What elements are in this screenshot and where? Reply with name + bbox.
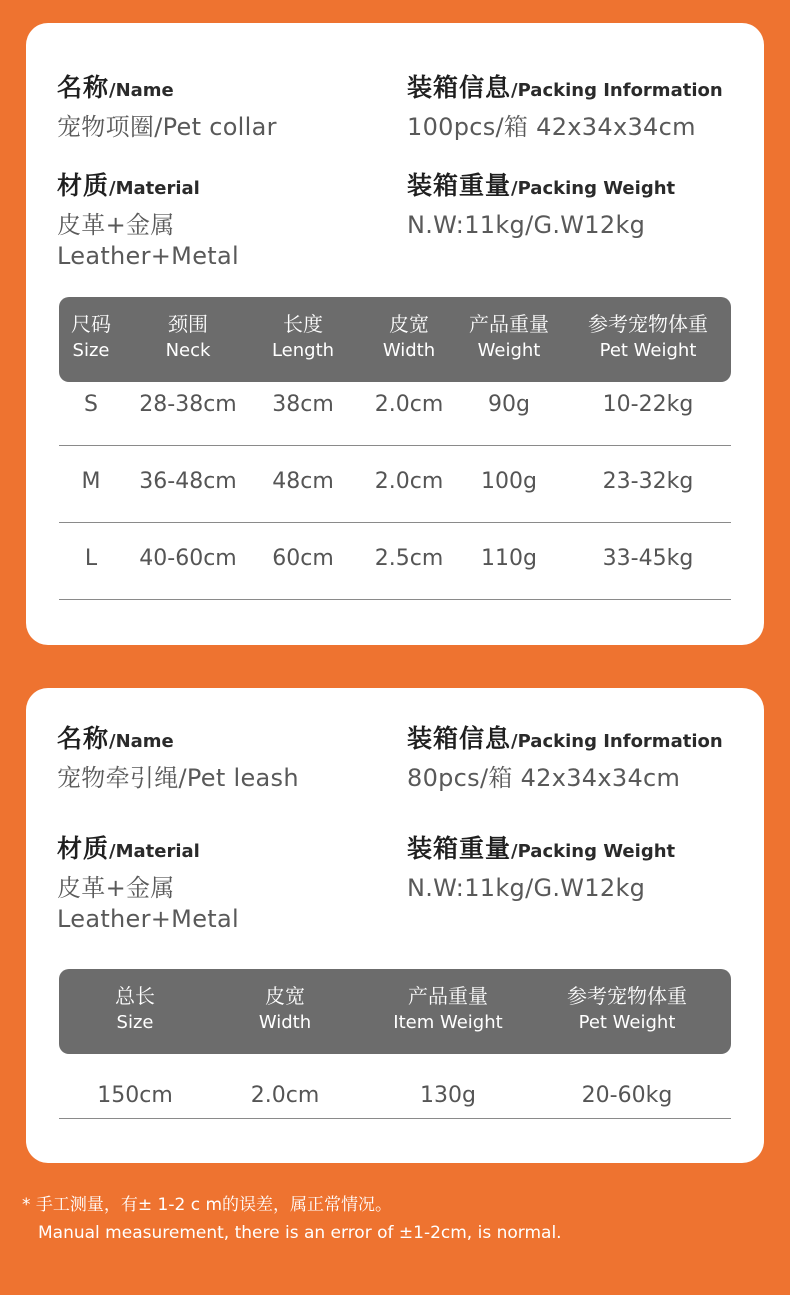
cell-length: 60cm	[272, 546, 334, 571]
header-weight: 产品重量 Weight	[469, 312, 549, 361]
collar-material-field	[57, 173, 239, 272]
cell-neck: 28-38cm	[139, 392, 237, 417]
table-row	[59, 447, 731, 523]
material-label-en: /Material	[109, 841, 200, 862]
cell-item-weight: 130g	[420, 1083, 476, 1108]
packing-label-en: /Packing Information	[511, 731, 723, 752]
header-size: 尺码 Size	[71, 312, 111, 361]
packing-label-cn: 装箱信息	[407, 724, 512, 753]
material-value-cn: 皮革+金属	[57, 211, 175, 239]
weight-label-cn: 装箱重量	[407, 171, 512, 200]
cell-pet-weight: 23-32kg	[602, 469, 694, 494]
cell-size: S	[84, 392, 98, 417]
leash-weight-value: N.W:11kg/G.W12kg	[407, 874, 646, 902]
header-pet-weight: 参考宠物体重 Pet Weight	[567, 984, 687, 1033]
header-width: 皮宽 Width	[382, 312, 436, 361]
material-label-cn: 材质	[57, 834, 110, 863]
material-label-en: /Material	[109, 178, 200, 199]
leash-material-value	[57, 873, 239, 935]
cell-length: 38cm	[272, 392, 334, 417]
cell-weight: 110g	[481, 546, 537, 571]
name-label-en: /Name	[109, 731, 174, 752]
table-row	[59, 1043, 731, 1119]
cell-length: 48cm	[272, 469, 334, 494]
leash-weight-field	[407, 836, 675, 904]
leash-packing-field	[407, 726, 723, 794]
material-value-en: Leather+Metal	[57, 905, 239, 933]
header-neck: 颈围 Neck	[165, 312, 211, 361]
cell-width: 2.0cm	[250, 1083, 320, 1108]
leash-name-value: 宠物牵引绳/Pet leash	[57, 764, 299, 792]
header-total-length: 总长 Size	[115, 984, 155, 1033]
collar-weight-field	[407, 173, 675, 241]
weight-label-cn: 装箱重量	[407, 834, 512, 863]
cell-weight: 100g	[481, 469, 537, 494]
cell-pet-weight: 33-45kg	[602, 546, 694, 571]
cell-neck: 36-48cm	[139, 469, 237, 494]
table-row	[59, 370, 731, 446]
name-label-en: /Name	[109, 80, 174, 101]
leash-spec-card	[26, 688, 764, 1163]
cell-width: 2.0cm	[374, 392, 444, 417]
cell-size: L	[84, 546, 98, 571]
cell-weight: 90g	[488, 392, 530, 417]
collar-packing-value: 100pcs/箱 42x34x34cm	[407, 113, 696, 141]
header-length: 长度 Length	[271, 312, 335, 361]
weight-label-en: /Packing Weight	[511, 841, 676, 862]
collar-spec-card	[26, 23, 764, 645]
note-en: Manual measurement, there is an error of ±1-2cm, is normal.	[38, 1223, 562, 1243]
collar-weight-value: N.W:11kg/G.W12kg	[407, 211, 646, 239]
table-row	[59, 524, 731, 600]
packing-label-en: /Packing Information	[511, 80, 723, 101]
cell-pet-weight: 20-60kg	[581, 1083, 673, 1108]
material-value-en: Leather+Metal	[57, 242, 239, 270]
header-pet-weight: 参考宠物体重 Pet Weight	[588, 312, 708, 361]
leash-material-field	[57, 836, 239, 935]
leash-packing-value: 80pcs/箱 42x34x34cm	[407, 764, 681, 792]
cell-width: 2.0cm	[374, 469, 444, 494]
cell-pet-weight: 10-22kg	[602, 392, 694, 417]
packing-label-cn: 装箱信息	[407, 73, 512, 102]
collar-packing-field	[407, 75, 723, 143]
leash-name-field	[57, 726, 299, 794]
leash-table-header	[59, 969, 731, 1054]
note-cn: * 手工测量，有± 1-2 c m的误差，属正常情况。	[22, 1195, 393, 1215]
collar-name-value: 宠物项圈/Pet collar	[57, 113, 277, 141]
cell-neck: 40-60cm	[139, 546, 237, 571]
name-label-cn: 名称	[57, 724, 110, 753]
cell-size: M	[81, 469, 101, 494]
cell-width: 2.5cm	[374, 546, 444, 571]
collar-material-value	[57, 210, 239, 272]
material-label-cn: 材质	[57, 171, 110, 200]
weight-label-en: /Packing Weight	[511, 178, 676, 199]
header-width: 皮宽 Width	[258, 984, 312, 1033]
cell-total-length: 150cm	[97, 1083, 173, 1108]
measurement-note	[22, 1192, 562, 1246]
collar-name-field	[57, 75, 277, 143]
material-value-cn: 皮革+金属	[57, 874, 175, 902]
header-item-weight: 产品重量 Item Weight	[393, 984, 503, 1033]
name-label-cn: 名称	[57, 73, 110, 102]
